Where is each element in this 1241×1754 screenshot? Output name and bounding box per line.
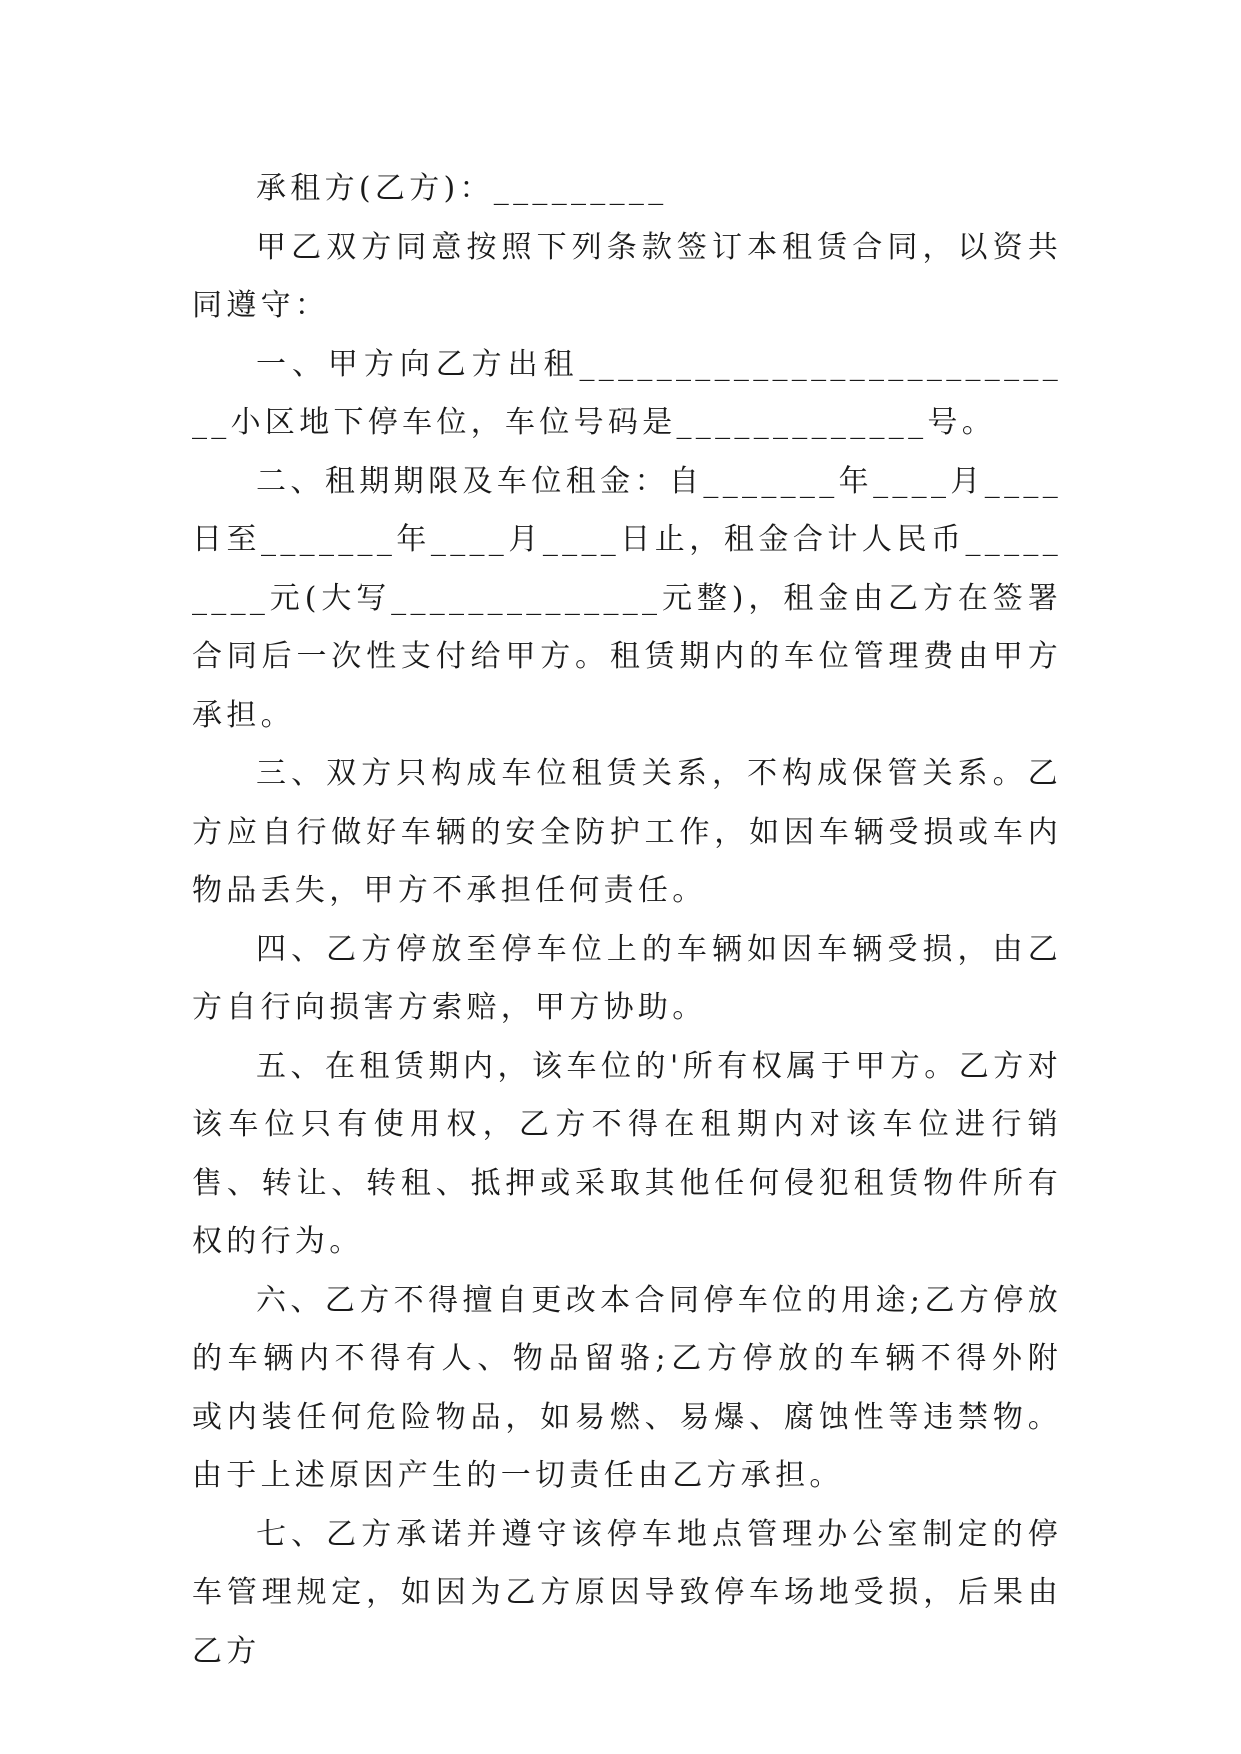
contract-body	[192, 160, 1062, 1681]
clause-2: 二、租期期限及车位租金：自_______年____月____日至_______年____月____日止，租金合计人民币_________元(大写______________元整)，租金由乙方在签署合同后一次性支付给甲方。租赁期内的车位管理费由甲方承担。	[192, 463, 1062, 733]
lessee-line: 承租方(乙方)：_________	[256, 171, 668, 206]
preamble-paragraph: 甲乙双方同意按照下列条款签订本租赁合同，以资共同遵守：	[192, 229, 1062, 323]
clause-6: 六、乙方不得擅自更改本合同停车位的用途;乙方停放的车辆内不得有人、物品留骆;乙方停放的车辆不得外附或内装任何危险物品，如易燃、易爆、腐蚀性等违禁物。由于上述原因产生的一切责任由乙方承担。	[192, 1282, 1062, 1493]
clause-4: 四、乙方停放至停车位上的车辆如因车辆受损，由乙方自行向损害方索赔，甲方协助。	[192, 931, 1062, 1025]
clause-5: 五、在租赁期内，该车位的'所有权属于甲方。乙方对该车位只有使用权，乙方不得在租期内对该车位进行销售、转让、转租、抵押或采取其他任何侵犯租赁物件所有权的行为。	[192, 1048, 1062, 1259]
clause-3: 三、双方只构成车位租赁关系，不构成保管关系。乙方应自行做好车辆的安全防护工作，如因车辆受损或车内物品丢失，甲方不承担任何责任。	[192, 756, 1062, 908]
clause-1: 一、甲方向乙方出租___________________________小区地下停车位，车位号码是_____________号。	[192, 346, 1062, 440]
clause-7: 七、乙方承诺并遵守该停车地点管理办公室制定的停车管理规定，如因为乙方原因导致停车场地受损，后果由乙方	[192, 1516, 1062, 1669]
